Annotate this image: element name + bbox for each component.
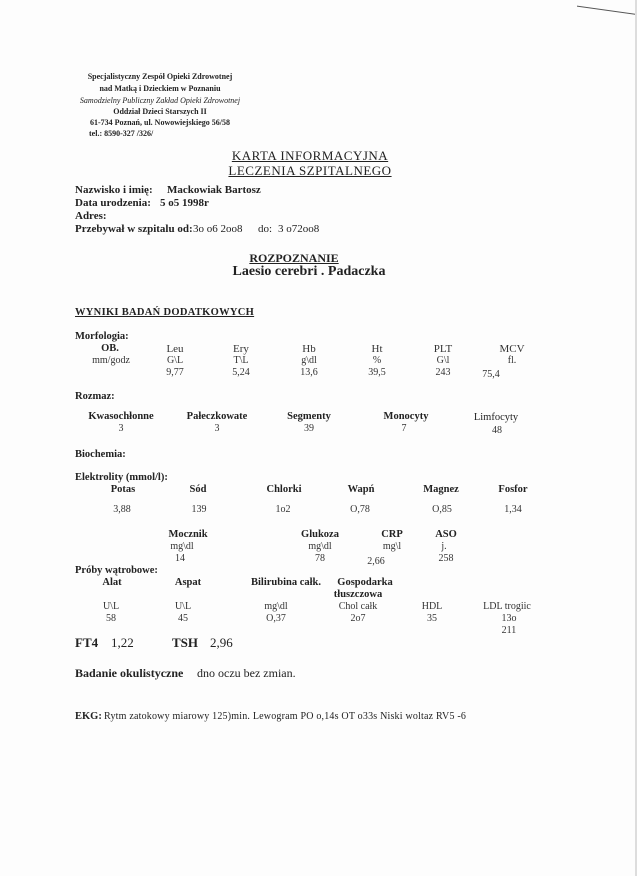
morfologia-col-unit: T\L: [233, 355, 249, 366]
elektrolity-col-name: Magnez: [423, 484, 459, 495]
chol-unit: Chol całk: [338, 601, 378, 612]
inne-col-value: 78: [315, 553, 325, 564]
biochemia-label: Biochemia:: [75, 449, 126, 460]
header-line-2: nad Matką i Dzieckiem w Poznaniu: [99, 84, 221, 93]
inne-col-name: Mocznik: [168, 529, 208, 540]
morfologia-col-name: Hb: [302, 343, 316, 355]
morfologia-col-value: 75,4: [482, 369, 500, 380]
header-line-1: Specjalistyczny Zespół Opieki Zdrowotnej: [87, 72, 233, 81]
watroba-label: Próby wątrobowe:: [75, 565, 158, 576]
title-line-1: KARTA INFORMACYJNA: [231, 148, 389, 163]
inne-col-value: 14: [175, 553, 185, 564]
bilirubina-unit: mg\dl: [264, 601, 288, 612]
header-line-6: tel.: 8590-327 /326/: [89, 129, 154, 138]
ekg-text: Rytm zatokowy miarowy 125)min. Lewogram PO o,14s OT o33s Niski woltaz RV5 -6: [104, 711, 467, 722]
inne-col-unit: mg\dl: [170, 541, 194, 552]
header-line-4: Oddział Dzieci Starszych II: [113, 107, 207, 116]
aspat-name: Aspat: [174, 577, 202, 588]
stay-to: 3 o72oo8: [278, 223, 320, 235]
rozmaz-col-value: 3: [118, 423, 124, 434]
hdl-unit: HDL: [421, 601, 443, 612]
scan-corner-mark: [577, 0, 637, 15]
tsh-value: 2,96: [210, 635, 233, 650]
okulistyczne-text: dno oczu bez zmian.: [197, 666, 296, 680]
elektrolity-col-value: 1,34: [504, 504, 522, 515]
header-line-5: 61-734 Poznań, ul. Nowowiejskiego 56/58: [90, 118, 230, 127]
title-line-2: LECZENIA SZPITALNEGO: [228, 163, 392, 178]
diagnosis-heading: ROZPOZNANIE: [249, 251, 339, 265]
chol-value: 2o7: [350, 613, 366, 624]
results-heading: WYNIKI BADAŃ DODATKOWYCH: [75, 307, 255, 318]
inne-col-name: ASO: [435, 529, 457, 540]
rozmaz-col-value: 3: [214, 423, 220, 434]
stay-label: Przebywał w szpitalu od:: [75, 223, 193, 235]
rozmaz-col-name: Pałeczkowate: [186, 411, 248, 422]
dob-value: 5 o5 1998r: [160, 197, 209, 209]
rozmaz-col-name: Kwasochłonne: [88, 411, 154, 422]
ekg-label: EKG:: [75, 711, 102, 722]
morfologia-col-unit: g\dl: [301, 355, 317, 366]
name-value: Mackowiak Bartosz: [167, 184, 261, 196]
elektrolity-col-name: Potas: [110, 484, 136, 495]
morfologia-col-unit: G\l: [436, 355, 450, 366]
dob-label: Data urodzenia:: [75, 197, 151, 209]
morfologia-col-unit: %: [372, 355, 382, 366]
alat-value: 58: [106, 613, 116, 624]
rozmaz-col-value: 39: [304, 423, 314, 434]
elektrolity-col-name: Chlorki: [266, 484, 302, 495]
ft4-label: FT4: [75, 635, 99, 650]
ldl-value-1: 13o: [501, 613, 517, 624]
stay-from: 3o o6 2oo8: [193, 223, 243, 235]
ft4-value: 1,22: [111, 635, 134, 650]
aspat-unit: U\L: [174, 601, 192, 612]
morfologia-col-name: Leu: [166, 343, 184, 355]
aspat-value: 45: [178, 613, 188, 624]
gospodarka-name-1: Gospodarka: [337, 577, 393, 588]
rozmaz-col-value: 7: [401, 423, 407, 434]
elektrolity-col-value: 1o2: [275, 504, 291, 515]
elektrolity-col-name: Fosfor: [498, 484, 528, 495]
tsh-label: TSH: [172, 635, 199, 650]
ldl-value-2: 211: [501, 625, 517, 636]
morfologia-col-value: 39,5: [368, 367, 386, 378]
elektrolity-col-value: 139: [191, 504, 207, 515]
alat-name: Alat: [102, 577, 122, 588]
morfologia-col-name: Ht: [371, 343, 383, 355]
rozmaz-col-value: 48: [492, 425, 502, 436]
header-line-3: Samodzielny Publiczny Zakład Opieki Zdrowotnej: [79, 96, 241, 105]
inne-col-value: 2,66: [367, 556, 385, 567]
morfologia-col-unit: mm/godz: [92, 355, 130, 366]
inne-col-name: Glukoza: [301, 529, 339, 540]
diagnosis-text: Laesio cerebri . Padaczka: [232, 264, 386, 279]
bilirubina-value: O,37: [266, 613, 286, 624]
rozmaz-col-name: Segmenty: [287, 411, 331, 422]
okulistyczne-label: Badanie okulistyczne: [75, 666, 184, 680]
morfologia-col-unit: fl.: [507, 355, 517, 366]
elektrolity-label: Elektrolity (mmol/l):: [75, 472, 168, 483]
ldl-unit: LDL trogiic: [483, 601, 531, 612]
elektrolity-col-name: Wapń: [347, 484, 375, 495]
morfologia-col-value: 9,77: [166, 367, 184, 378]
inne-col-unit: j.: [441, 541, 447, 552]
morfologia-col-unit: G\L: [166, 355, 184, 366]
morfologia-label: Morfologia:: [75, 331, 129, 342]
inne-col-unit: mg\l: [382, 541, 402, 552]
bilirubina-name: Bilirubina całk.: [250, 577, 322, 588]
morfologia-col-value: 243: [435, 367, 451, 378]
rozmaz-col-name: Limfocyty: [473, 412, 519, 423]
elektrolity-col-value: O,85: [432, 504, 452, 515]
hdl-value: 35: [427, 613, 437, 624]
alat-unit: U\L: [102, 601, 120, 612]
inne-col-unit: mg\dl: [308, 541, 332, 552]
rozmaz-col-name: Monocyty: [383, 411, 429, 422]
name-label: Nazwisko i imię:: [75, 184, 153, 196]
morfologia-col-name: Ery: [233, 343, 249, 355]
gospodarka-name-2: tłuszczowa: [333, 589, 383, 600]
inne-col-name: CRP: [381, 529, 403, 540]
address-label: Adres:: [75, 210, 107, 222]
elektrolity-col-value: 3,88: [113, 504, 131, 515]
elektrolity-col-name: Sód: [189, 484, 207, 495]
morfologia-col-name: PLT: [433, 343, 453, 355]
morfologia-col-name: MCV: [499, 343, 525, 355]
morfologia-col-value: 13,6: [300, 367, 318, 378]
morfologia-col-name: OB.: [101, 343, 119, 354]
inne-col-value: 258: [438, 553, 454, 564]
rozmaz-label: Rozmaz:: [75, 391, 115, 402]
morfologia-col-value: 5,24: [232, 367, 250, 378]
stay-to-label: do:: [258, 223, 273, 235]
elektrolity-col-value: O,78: [350, 504, 370, 515]
